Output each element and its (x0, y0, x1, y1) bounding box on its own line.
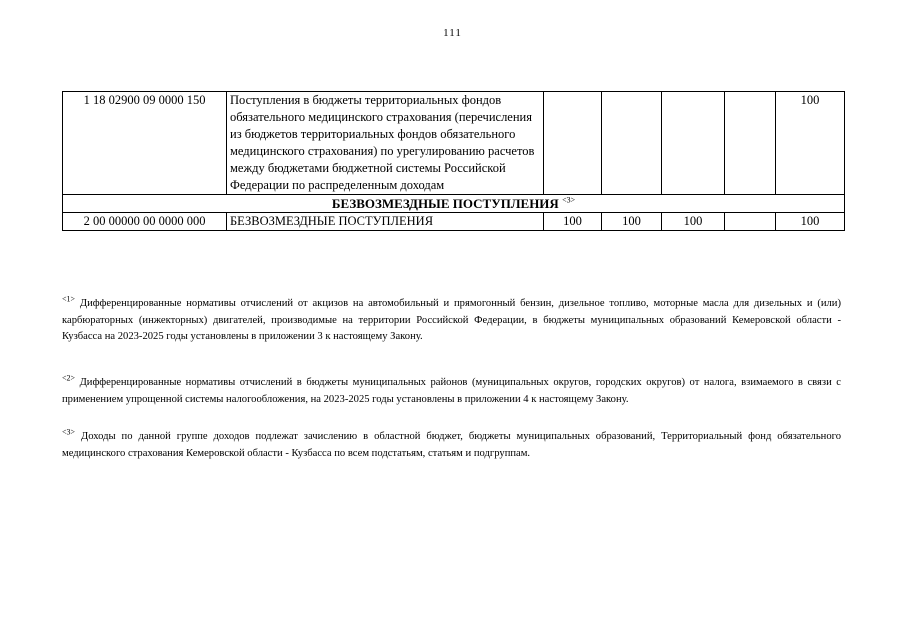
table-cell-value (725, 92, 776, 195)
table-cell-value (725, 213, 776, 231)
table-cell-value: 100 (602, 213, 662, 231)
footnote-text: Дифференцированные нормативы отчислений от акцизов на автомобильный и прямогонный бензин, дизельное топливо, моторные масла для дизельных и (или) карбюраторных (инжекторных) двигателей, производимые на территории Российской Федерации, в бюджеты муниципальных образований Кемеровской области - Кузбасса на 2023-2025 годы установлены в приложении 3 к настоящему Закону. (62, 298, 841, 342)
footnote (62, 375, 841, 408)
table-cell-code: 2 00 00000 00 0000 000 (63, 213, 227, 231)
revenue-table (62, 91, 845, 231)
table-cell-value: 100 (662, 213, 725, 231)
footnote (62, 429, 841, 462)
footnote (62, 296, 841, 346)
section-footnote-ref: <3> (562, 195, 576, 205)
table-cell-value: 100 (776, 213, 845, 231)
table-section-row (63, 195, 845, 213)
footnote-mark: <2> (62, 373, 76, 383)
table-cell-value (602, 92, 662, 195)
table-row (63, 213, 845, 231)
section-title: БЕЗВОЗМЕЗДНЫЕ ПОСТУПЛЕНИЯ (331, 196, 559, 211)
section-heading (63, 195, 845, 213)
table-cell-value (544, 92, 602, 195)
table-cell-name: Поступления в бюджеты территориальных фондов обязательного медицинского страхования (перечисления из бюджетов территориальных фондов обязательного медицинского страхования) по урегулированию расчетов между бюджетами бюджетной системы Российской Федерации по распределенным доходам (227, 92, 544, 195)
table-row (63, 92, 845, 195)
footnote-mark: <3> (62, 427, 76, 437)
table-cell-name: БЕЗВОЗМЕЗДНЫЕ ПОСТУПЛЕНИЯ (227, 213, 544, 231)
footnote-text: Дифференцированные нормативы отчислений в бюджеты муниципальных районов (муниципальных округов, городских округов) от налога, взимаемого в связи с применением упрощенной системы налогообложения, на 2023-2025 годы установлены в приложении 4 к настоящему Закону. (62, 377, 841, 405)
table-cell-value: 100 (544, 213, 602, 231)
table-cell-value (662, 92, 725, 195)
table-cell-value: 100 (776, 92, 845, 195)
footnote-text: Доходы по данной группе доходов подлежат зачислению в областной бюджет, бюджеты муниципальных образований, Территориальный фонд обязательного медицинского страхования Кемеровской области - Кузбасса по всем подстатьям, статьям и подгруппам. (62, 431, 842, 459)
page-number: 111 (443, 27, 462, 39)
footnote-mark: <1> (62, 294, 76, 304)
table-cell-code: 1 18 02900 09 0000 150 (63, 92, 227, 195)
